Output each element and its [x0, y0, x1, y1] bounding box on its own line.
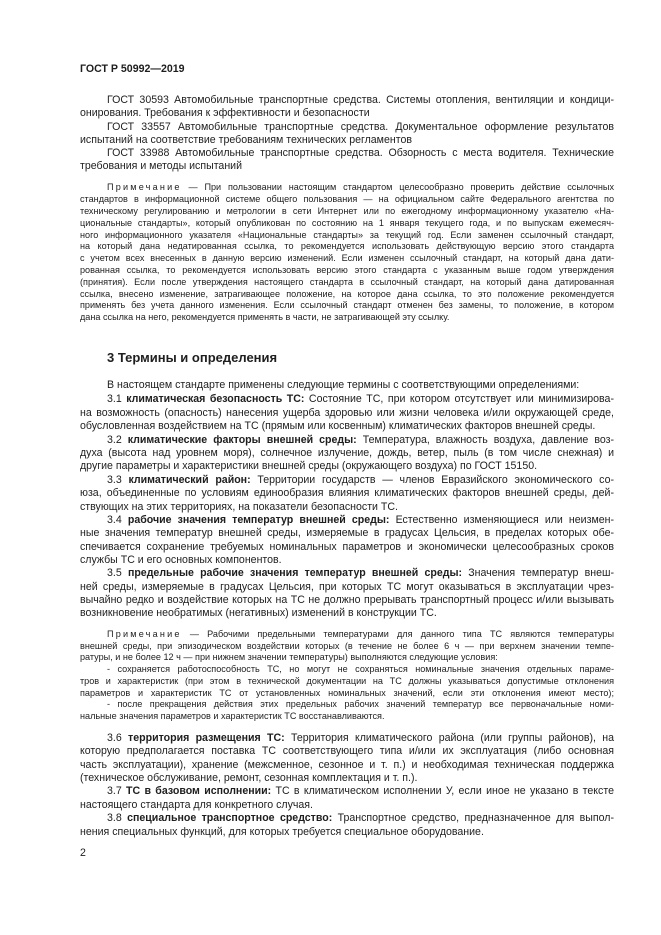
reference-line: требования и методы испытаний: [80, 160, 243, 172]
definition-3-4: [107, 513, 614, 527]
definition-line: юза, объединенные по условиям единообразия влияния климатических факторов внешней среды, дей-: [80, 487, 614, 499]
reference-line: ГОСТ 30593 Автомобильные транспортные средства. Системы отопления, вентиляции и кондици-: [107, 94, 614, 106]
term-definition: Территория климатического района (или группы районов), на: [291, 732, 614, 744]
section-title: 3 Термины и определения: [107, 350, 278, 365]
note-line: с учетом всех внесенных в данную версию изменений. Если изменен ссылочный стандарт, на который дана дати-: [80, 253, 614, 263]
note-line: параметров и характеристик ТС от установленных номинальных значений, если эти отклонения имеют место);: [80, 688, 614, 698]
note-line: на который дана недатированная ссылка, то рекомендуется использовать действующую версию этого стандарта: [80, 241, 614, 251]
definition-3-2: [107, 433, 614, 447]
term-name: предельные рабочие значения температур внешней среды:: [127, 567, 463, 579]
term-number: 3.4: [107, 514, 122, 526]
note-line: циональные стандарты», который опубликован по состоянию на 1 января текущего года, и по выпускам ежемесяч-: [80, 218, 614, 228]
definition-line: (техническое обслуживание, ремонт, сезонная комплектация и т. п.).: [80, 772, 418, 784]
definition-3-1: [107, 392, 614, 406]
definition-3-3: [107, 473, 614, 487]
page-number: 2: [80, 847, 86, 859]
definition-3-5: [107, 566, 614, 580]
note-line: внешней среды, при эпизодическом воздействии которых (в течение не более 6 ч — при верхнем значении темпе-: [80, 641, 614, 651]
definition-line: ствующих на этих территориях, на показатели безопасности ТС.: [80, 501, 398, 513]
section-intro: В настоящем стандарте применены следующие термины с соответствующими определениями:: [107, 379, 580, 391]
note-list-item: - после прекращения действия этих предельных рабочих значений температур все первоначальные номи-: [107, 699, 614, 709]
note-line: [107, 628, 614, 640]
note-line: ссылка, внесено изменение, затрагивающее положение, на которое дана ссылка, то это положение рекомендуется: [80, 289, 614, 299]
note-line: ного информационного указателя «Национальные стандарты» за текущий год. Если заменен ссылочный стандарт,: [80, 230, 614, 240]
definition-line: которую предполагается поставка ТС соответствующего типа и/или их эксплуатация (либо основная: [80, 745, 614, 757]
term-name: специальное транспортное средство:: [127, 812, 333, 824]
document-id-header: ГОСТ Р 50992—2019: [80, 63, 185, 75]
definition-line: другие параметры и характеристики внешней среды (окружающего воздуха) по ГОСТ 15150.: [80, 460, 538, 472]
term-name: рабочие значения температур внешней среды:: [127, 514, 390, 526]
definition-line: нения специальных функций, для которых требуется специальное оборудование.: [80, 826, 484, 838]
term-definition: Температура, влажность воздуха, давление воз-: [362, 434, 614, 446]
term-name: климатический район:: [128, 474, 251, 486]
definition-line: возникновение необратимых (негативных) изменений в конструкции ТС.: [80, 607, 437, 619]
term-name: климатические факторы внешней среды:: [127, 434, 357, 446]
note-line: ратуры, и не более 12 ч — при нижнем значении температуры) выполняются следующие условия:: [80, 652, 498, 662]
note-text: — При пользовании настоящим стандартом целесообразно проверить действие ссылочных: [188, 182, 614, 192]
term-number: 3.8: [107, 812, 122, 824]
definition-line: вычайно редко и воздействие которых на ТС не должно прерывать транспортный процесс и/или вызывать: [80, 594, 614, 606]
reference-line: ГОСТ 33557 Автомобильные транспортные средства. Документальное оформление результатов: [107, 121, 614, 133]
definition-3-6: [107, 731, 614, 745]
definition-3-8: [107, 811, 614, 825]
definition-line: настоящего стандарта для конкретного случая.: [80, 799, 313, 811]
term-number: 3.1: [107, 393, 122, 405]
definition-line: на возможность (опасность) нанесения ущерба здоровью или жизни человека и/или окружающей среде,: [80, 407, 614, 419]
note-list-item: - сохраняется работоспособность ТС, но могут не сохраняться номинальные значения отдельных параме-: [107, 664, 614, 674]
term-definition: Состояние ТС, при котором отсутствует или минимизирова-: [308, 393, 614, 405]
note-line: применять без учета данного изменения. Если ссылочный стандарт отменен без замены, то положение, в котором: [80, 300, 614, 310]
note-line: [107, 181, 614, 193]
term-definition: ТС в климатическом исполнении У, если иное не указано в тексте: [275, 785, 614, 797]
term-number: 3.5: [107, 567, 122, 579]
term-name: территория размещения ТС:: [128, 732, 285, 744]
term-number: 3.2: [107, 434, 122, 446]
note-line: нальные значения параметров и характеристик ТС восстанавливаются.: [80, 711, 385, 721]
term-name: климатическая безопасность ТС:: [126, 393, 305, 405]
definition-line: службы ТС и его основных компонентов.: [80, 554, 282, 566]
note-line: рованная ссылка, то рекомендуется использовать версию этого стандарта с указанным выше годом утверждения: [80, 265, 614, 275]
note-label: Примечание: [107, 629, 182, 639]
term-definition: Транспортное средство, предназначенное для выпол-: [337, 812, 614, 824]
reference-line: испытаний на соответствие требованиям технических регламентов: [80, 134, 412, 146]
note-line: тров и характеристик (при этом в технической документации на ТС должны указываться допустимые отклонения: [80, 676, 614, 686]
note-line: стандартов в информационной системе общего пользования — на официальном сайте Федерального агентства по: [80, 194, 614, 204]
term-name: ТС в базовом исполнении:: [126, 785, 272, 797]
definition-line: ней среды, измеряемые в градусах Цельсия, при которых ТС могут оказываться в эксплуатации чрез-: [80, 581, 614, 593]
term-number: 3.3: [107, 474, 122, 486]
term-definition: Значения температур внеш-: [468, 567, 614, 579]
note-line: (принятия). Если после утверждения настоящего стандарта в ссылочный стандарт, на который дана датированная: [80, 277, 614, 287]
definition-line: духа (высота над уровнем моря), солнечное излучение, дождь, ветер, пыль (в том числе снежная) и: [80, 447, 614, 459]
definition-3-7: [107, 784, 614, 798]
term-number: 3.6: [107, 732, 122, 744]
term-number: 3.7: [107, 785, 122, 797]
definition-line: спечивается сохранение требуемых номинальных параметров и экономически целесообразных сроков: [80, 541, 614, 553]
definition-line: часть эксплуатации), хранение (межсменное, сезонное и т. п.) и необходимая техническая поддержка: [80, 759, 614, 771]
reference-line: ГОСТ 33988 Автомобильные транспортные средства. Обзорность с места водителя. Технические: [107, 147, 614, 159]
reference-line: онирования. Требования к эффективности и безопасности: [80, 107, 370, 119]
note-line: техническому регулированию и метрологии в сети Интернет или по ежегодному информационному указателю «На-: [80, 206, 614, 216]
term-definition: Естественно изменяющиеся или неизмен-: [395, 514, 615, 526]
term-definition: Территории государств — членов Евразийского экономического со-: [257, 474, 614, 486]
note-label: Примечание: [107, 182, 182, 192]
note-text: — Рабочими предельными температурами для данного типа ТС являются температуры: [189, 629, 614, 639]
definition-line: ные значения температур внешней среды, измеряемые в градусах Цельсия, в пределах которых обе-: [80, 527, 614, 539]
note-line: дана ссылка на него, рекомендуется применять в части, не затрагивающей эту ссылку.: [80, 312, 450, 322]
definition-line: обусловленная воздействием на ТС (прямым или косвенным) климатических факторов внешней среды.: [80, 420, 596, 432]
